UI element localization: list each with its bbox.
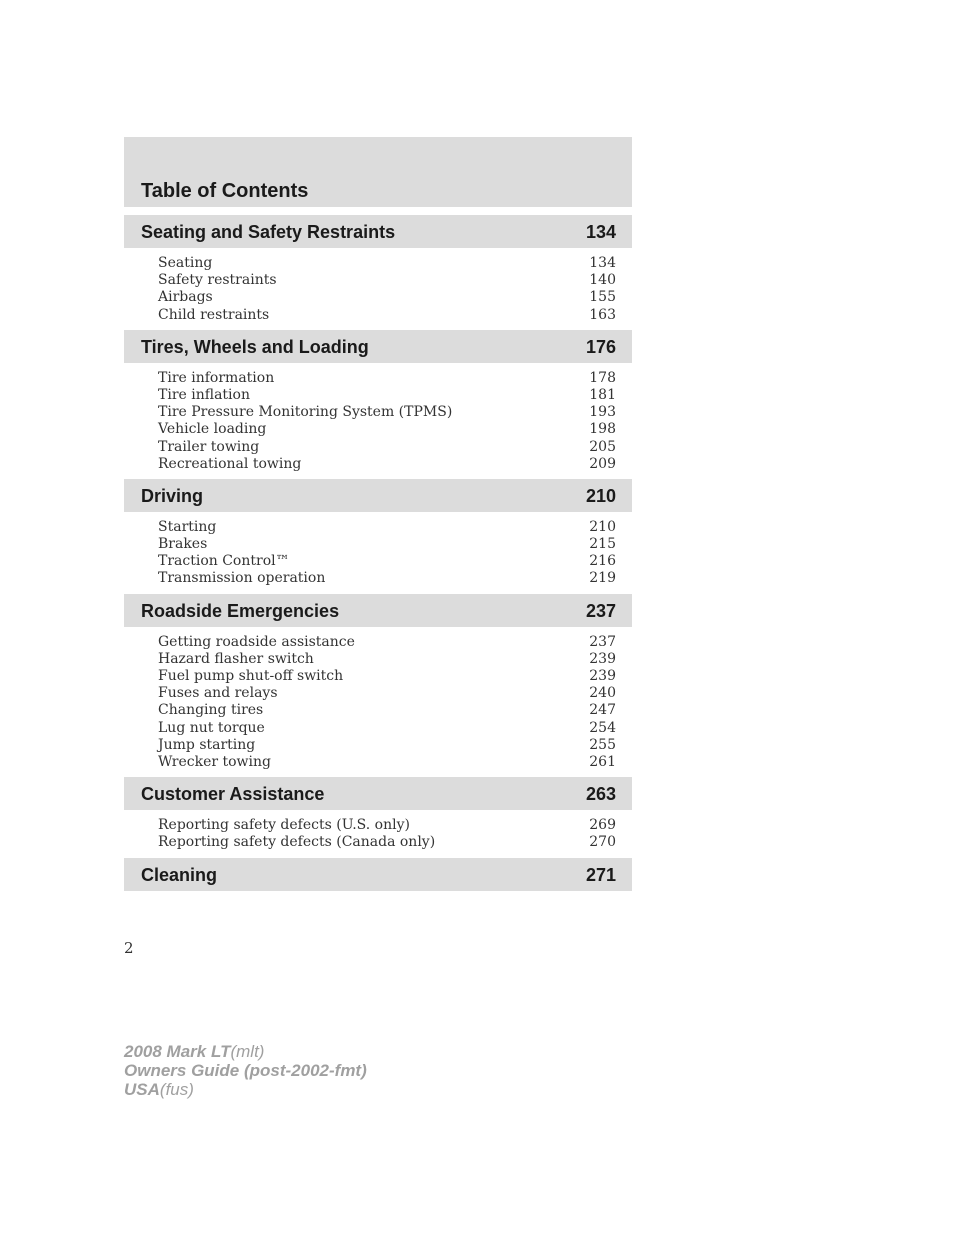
entry-page: 239 [589, 650, 616, 667]
toc-entry[interactable] [124, 404, 632, 421]
entry-title: Vehicle loading [158, 421, 267, 438]
document-footer [124, 1042, 367, 1099]
entry-title: Recreational towing [158, 455, 302, 472]
entry-title: Seating [158, 255, 213, 271]
toc-section [124, 858, 632, 891]
section-items [124, 248, 632, 330]
entry-title: Jump starting [158, 736, 256, 753]
toc-entry[interactable] [124, 456, 632, 473]
section-header[interactable] [124, 858, 632, 891]
entry-page: 198 [589, 421, 616, 438]
entry-page: 215 [589, 536, 616, 553]
footer-market-code: (fus) [159, 1080, 194, 1099]
entry-page: 163 [589, 306, 616, 323]
toc-entry[interactable] [124, 421, 632, 438]
entry-page: 209 [589, 455, 616, 472]
section-page: 176 [585, 336, 616, 357]
entry-page: 181 [589, 386, 616, 403]
toc-section [124, 479, 632, 594]
section-title: Tires, Wheels and Loading [141, 336, 369, 357]
toc-entry[interactable] [124, 519, 632, 536]
toc-entry[interactable] [124, 702, 632, 719]
toc-entry[interactable] [124, 536, 632, 553]
entry-page: 261 [589, 753, 616, 770]
section-items [124, 627, 632, 778]
toc-entry[interactable] [124, 737, 632, 754]
entry-title: Transmission operation [158, 570, 326, 587]
footer-line-3 [124, 1080, 367, 1099]
entry-page: 140 [589, 272, 616, 289]
entry-title: Reporting safety defects (Canada only) [158, 834, 436, 851]
section-header[interactable] [124, 479, 632, 512]
entry-page: 254 [589, 719, 616, 736]
toc-entry[interactable] [124, 370, 632, 387]
toc-entry[interactable] [124, 570, 632, 587]
entry-page: 216 [589, 553, 616, 570]
toc-section [124, 777, 632, 857]
entry-title: Hazard flasher switch [158, 650, 314, 667]
toc-entry[interactable] [124, 720, 632, 737]
toc-entry[interactable] [124, 834, 632, 851]
entry-title: Brakes [158, 536, 208, 553]
entry-page: 240 [589, 685, 616, 702]
toc-entry[interactable] [124, 668, 632, 685]
entry-title: Lug nut torque [158, 719, 265, 736]
entry-title: Wrecker towing [158, 753, 271, 770]
entry-title: Trailer towing [158, 438, 260, 455]
entry-page: 255 [589, 736, 616, 753]
entry-page: 237 [589, 633, 616, 650]
section-header[interactable] [124, 330, 632, 363]
toc-entry[interactable] [124, 817, 632, 834]
entry-page: 269 [589, 817, 616, 834]
footer-market: USA [124, 1080, 160, 1099]
section-page: 271 [585, 864, 616, 885]
toc-entry[interactable] [124, 754, 632, 771]
toc-entry[interactable] [124, 634, 632, 651]
section-items [124, 810, 632, 857]
entry-title: Tire information [158, 369, 275, 386]
section-items [124, 512, 632, 594]
toc-entry[interactable] [124, 685, 632, 702]
entry-title: Tire inflation [158, 386, 250, 403]
entry-page: 247 [589, 702, 616, 719]
section-page: 237 [585, 600, 616, 621]
section-title: Seating and Safety Restraints [141, 222, 396, 242]
entry-title: Reporting safety defects (U.S. only) [158, 817, 410, 834]
toc-entry[interactable] [124, 255, 632, 272]
entry-title: Airbags [158, 289, 213, 306]
section-header[interactable] [124, 777, 632, 810]
entry-title: Traction Control™ [158, 553, 290, 570]
footer-model: 2008 Mark LT [124, 1042, 231, 1061]
section-title: Customer Assistance [141, 784, 325, 805]
toc-entry[interactable] [124, 439, 632, 456]
entry-title: Safety restraints [158, 272, 277, 289]
entry-page: 178 [589, 369, 616, 386]
toc-entry[interactable] [124, 289, 632, 306]
section-title: Driving [141, 485, 204, 506]
entry-title: Child restraints [158, 306, 270, 323]
entry-page: 270 [589, 834, 616, 851]
entry-title: Fuses and relays [158, 685, 278, 702]
toc-entry[interactable] [124, 387, 632, 404]
toc-section [124, 215, 632, 330]
toc-entry[interactable] [124, 651, 632, 668]
footer-model-code: (mlt) [230, 1042, 265, 1061]
page-number: 2 [124, 939, 134, 957]
toc-section [124, 330, 632, 479]
toc-section [124, 594, 632, 778]
entry-page: 155 [589, 289, 616, 306]
footer-line-2 [124, 1061, 367, 1080]
toc-list [124, 215, 632, 891]
section-page: 134 [585, 222, 616, 242]
section-header[interactable] [124, 215, 632, 248]
toc-entry[interactable] [124, 307, 632, 324]
entry-page: 134 [589, 255, 616, 271]
section-header[interactable] [124, 594, 632, 627]
entry-title: Changing tires [158, 702, 264, 719]
toc-entry[interactable] [124, 553, 632, 570]
entry-page: 210 [589, 518, 616, 535]
entry-page: 205 [589, 438, 616, 455]
footer-line-1 [124, 1042, 367, 1061]
entry-page: 219 [589, 570, 616, 587]
section-page: 210 [585, 485, 616, 506]
section-page: 263 [585, 784, 616, 805]
entry-title: Getting roadside assistance [158, 633, 355, 650]
section-title: Cleaning [141, 864, 218, 885]
section-title: Roadside Emergencies [141, 600, 340, 621]
toc-title-bar [124, 137, 632, 207]
entry-title: Tire Pressure Monitoring System (TPMS) [158, 404, 453, 421]
footer-guide: Owners Guide (post-2002-fmt) [124, 1061, 367, 1080]
entry-page: 193 [589, 404, 616, 421]
entry-page: 239 [589, 668, 616, 684]
page-title: Table of Contents [141, 180, 309, 202]
section-items [124, 363, 632, 479]
entry-title: Fuel pump shut-off switch [158, 668, 344, 684]
entry-title: Starting [158, 518, 217, 535]
toc-entry[interactable] [124, 272, 632, 289]
